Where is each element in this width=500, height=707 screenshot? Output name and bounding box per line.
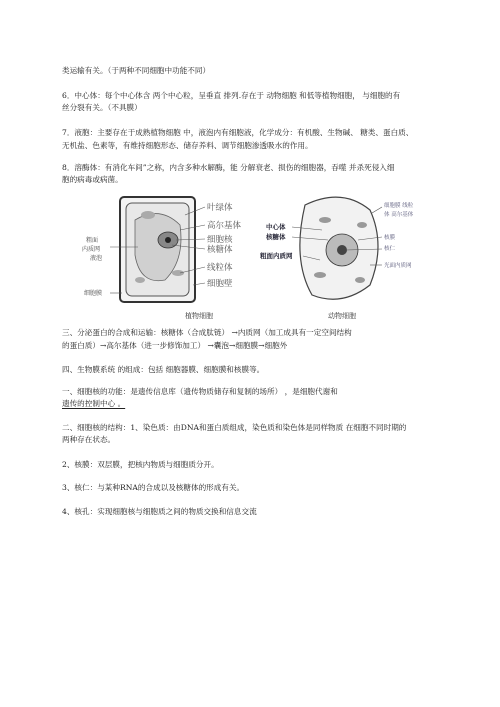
paragraph-membrane-system: 四、生物膜系统 的组成：包括 细胞器膜、细胞膜和核膜等。	[62, 365, 265, 374]
plant-label-membrane: 细胞膜	[84, 290, 103, 297]
animal-label-ribosome: 核糖体	[266, 233, 286, 241]
animal-label-nuclear-envelope: 核膜	[384, 235, 396, 241]
paragraph-nuclear-envelope: 2、核膜：双层膜，把核内物质与细胞质分开。	[62, 460, 219, 469]
paragraph-nucleus-function-line2: 遗传的控制中心 。	[62, 399, 126, 408]
paragraph-lysosome-line1: 8．溶酶体：有消化车间”之称，内含多种水解酶，能 分解衰老、损伤的细胞器，吞噬 并杀死侵入细	[62, 163, 395, 172]
animal-label-smooth-er: 光面内质网	[384, 263, 412, 269]
cell-diagram-figure	[80, 185, 420, 325]
paragraph-vacuole-line2: 无机盐、色素等，有维持细胞形态、储存养料、调节细胞渗透吸水的作用。	[62, 141, 313, 150]
animal-label-golgi: 体 高尔基体	[384, 212, 414, 218]
paragraph-transport-note: 类运输有关。（于两种不同细胞中功能不同）	[62, 66, 211, 75]
paragraph-secretion-line1: 三、分泌蛋白的合成和运输：核糖体（合成肽链） →内质网（加工成具有一定空间结构	[62, 328, 352, 337]
plant-cell-diagram	[82, 197, 242, 320]
paragraph-nucleus-structure-line2: 两种存在状态。	[62, 435, 116, 444]
animal-cell-diagram	[260, 197, 414, 320]
paragraph-centrosome-line2: 丝分裂有关。（不具膜）	[62, 103, 142, 112]
plant-label-chloroplast: 叶绿体	[207, 203, 233, 213]
paragraph-nucleolus: 3、核仁：与某种RNA的合成以及核糖体的形成有关。	[62, 483, 245, 492]
paragraph-centrosome-line1: 6．中心体：每个中心体含 两个中心粒，呈垂直 排列.存在于 动物细胞 和低等植物细胞， 与细胞的有	[62, 91, 401, 100]
animal-label-membrane-mito: 细胞膜 线粒	[384, 203, 414, 209]
animal-label-rough-er: 粗面内质网	[260, 252, 293, 260]
paragraph-lysosome-line2: 胞的病毒或病菌。	[62, 175, 123, 184]
paragraph-nucleus-function-line1: 一、细胞核的功能：是遗传信息库（遗传物质储存和复制的场所） ，是细胞代谢和	[62, 387, 338, 396]
plant-label-nucleus: 细胞核	[207, 235, 233, 245]
plant-label-cell-wall: 细胞壁	[207, 279, 233, 289]
plant-label-mitochondria: 线粒体	[207, 263, 233, 273]
plant-label-ribosome: 核糖体	[207, 245, 233, 255]
paragraph-nucleus-structure-line1: 二、细胞核的结构：1、染色质：由DNA和蛋白质组成，染色质和染色体是同样物质 在细胞不同时期的	[62, 423, 407, 432]
paragraph-vacuole-line1: 7．液胞：主要存在于成熟植物细胞 中，液泡内有细胞液，化学成分：有机酸、生物碱、 糖类、蛋白质、	[62, 128, 414, 137]
plant-left-label-rough: 粗面	[86, 237, 99, 244]
animal-label-centrosome: 中心体	[266, 223, 286, 231]
paragraph-secretion-line2: 的蛋白质）→高尔基体（进一步修饰加工） →囊泡→细胞膜→细胞外	[62, 341, 288, 350]
animal-label-nucleolus: 核仁	[384, 246, 396, 252]
animal-caption: 动物细胞	[328, 312, 356, 320]
plant-caption: 植物细胞	[185, 312, 213, 320]
plant-left-label-vacuole: 液泡	[90, 255, 103, 262]
plant-left-label-er: 内质网	[82, 246, 101, 253]
plant-label-golgi: 高尔基体	[207, 221, 242, 231]
paragraph-nuclear-pore: 4、核孔：实现细胞核与细胞质之间的物质交换和信息交流	[62, 507, 257, 516]
